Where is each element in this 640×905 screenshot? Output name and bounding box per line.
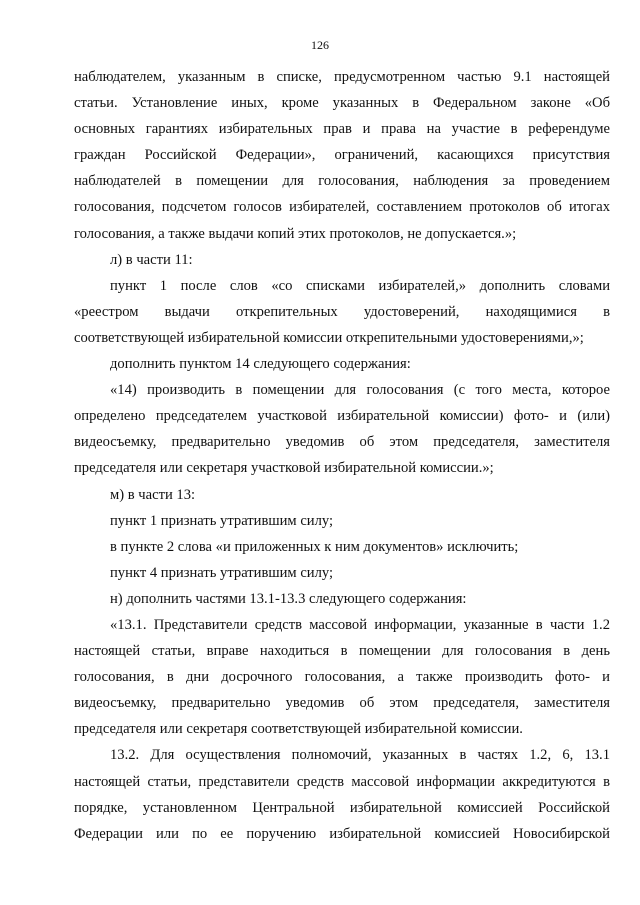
page-number: 126 [311, 38, 329, 52]
text-line: «реестром выдачи открепительных удостоверений, находящимися в [74, 303, 610, 320]
text-line: в пункте 2 слова «и приложенных к ним документов» исключить; [110, 538, 519, 555]
text-line: дополнить пунктом 14 следующего содержания: [110, 356, 411, 373]
text-line: председателя или секретаря участковой избирательной комиссии.»; [74, 460, 494, 477]
text-line: определено председателем участковой избирательной комиссии) фото- и (или) [74, 408, 610, 425]
text-line: 13.2. Для осуществления полномочий, указанных в частях 1.2, 6, 13.1 [110, 747, 610, 764]
text-line: статьи. Установление иных, кроме указанных в Федеральном законе «Об [74, 95, 610, 112]
text-line: н) дополнить частями 13.1-13.3 следующего содержания: [110, 590, 467, 607]
text-line: голосования, в дни досрочного голосования, а также производить фото- и [74, 669, 610, 686]
text-line: пункт 4 признать утратившим силу; [110, 564, 334, 581]
text-line: основных гарантиях избирательных прав и права на участие в референдуме [74, 121, 610, 138]
text-line: Федерации или по ее поручению избирательной комиссией Новосибирской [74, 825, 610, 842]
text-line: голосования, подсчетом голосов избирателей, составлением протоколов об итогах [74, 199, 610, 216]
document-body [74, 64, 610, 847]
text-line: настоящей статьи, представители средств массовой информации аккредитуются в [74, 773, 610, 790]
text-line: председателя или секретаря соответствующей избирательной комиссии. [74, 721, 523, 738]
text-line: видеосъемку, предварительно уведомив об этом председателя, заместителя [74, 695, 610, 712]
text-line: «14) производить в помещении для голосования (с того места, которое [110, 382, 610, 399]
text-line: «13.1. Представители средств массовой информации, указанные в части 1.2 [110, 616, 610, 633]
text-line: настоящей статьи, вправе находиться в помещении для голосования в день [74, 643, 610, 660]
text-line: порядке, установленном Центральной избирательной комиссией Российской [74, 799, 610, 816]
text-line: пункт 1 признать утратившим силу; [110, 512, 334, 529]
text-line: голосования, а также выдачи копий этих протоколов, не допускается.»; [74, 225, 517, 242]
text-line: видеосъемку, предварительно уведомив об этом председателя, заместителя [74, 434, 610, 451]
text-line: наблюдателем, указанным в списке, предусмотренном частью 9.1 настоящей [74, 69, 610, 85]
text-line: пункт 1 после слов «со списками избирателей,» дополнить словами [110, 277, 610, 294]
text-line: л) в части 11: [110, 251, 193, 268]
text-line: м) в части 13: [110, 486, 196, 503]
text-line: соответствующей избирательной комиссии открепительными удостоверениями,»; [74, 329, 584, 346]
text-line: наблюдателей в помещении для голосования, наблюдения за проведением [74, 173, 610, 190]
text-line: граждан Российской Федерации», ограничений, касающихся присутствия [74, 147, 610, 164]
